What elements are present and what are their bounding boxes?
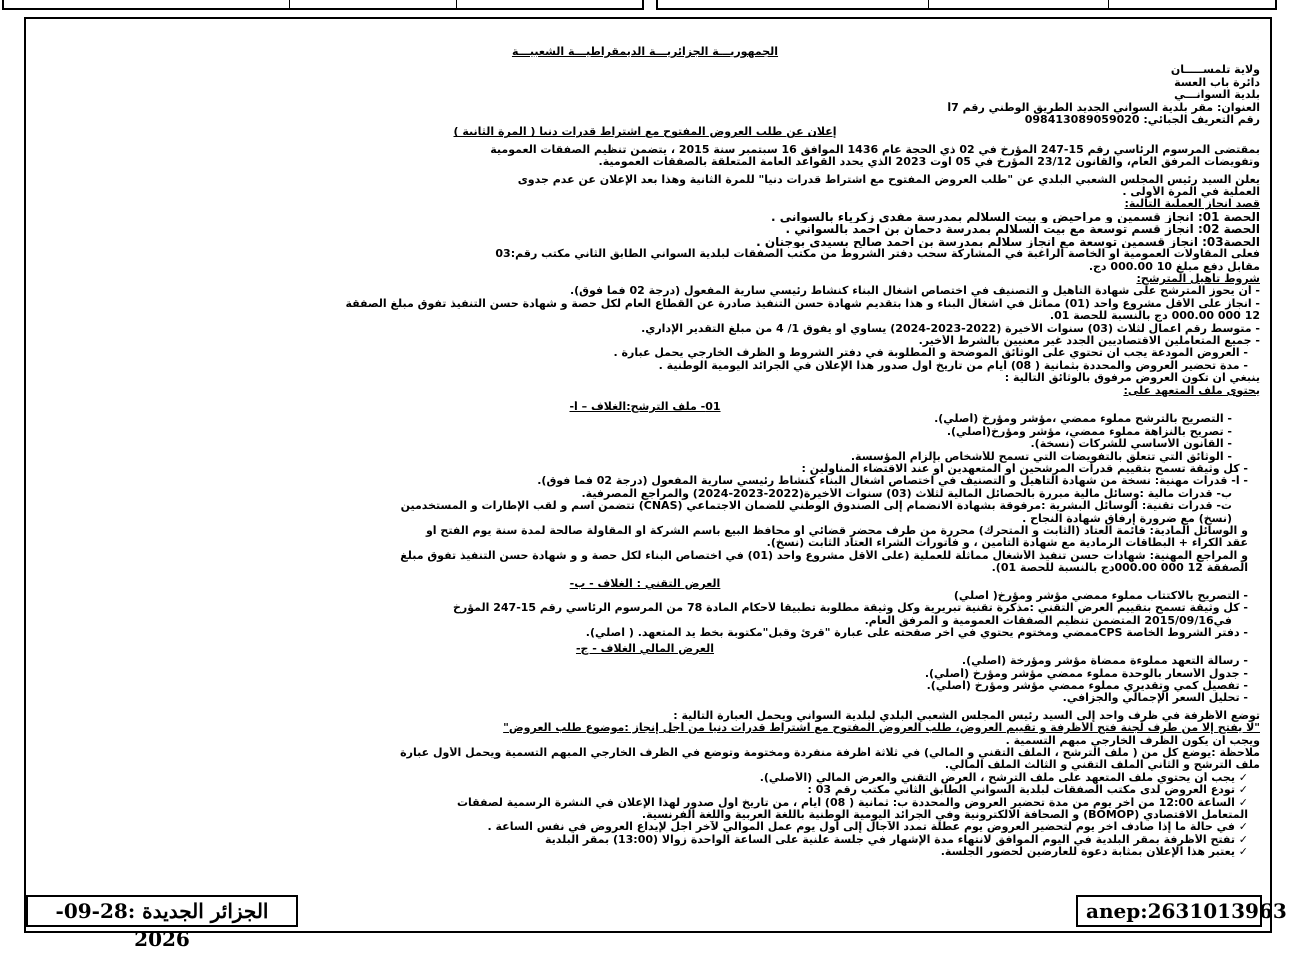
envelope-a-item: ب- قدرات مالية :وسائل مالية مبررة بالحصائل المالية لثلاث (03) سنوات الأخيرة(2022-2023-2024) والمراجع المصرفية. [581, 487, 1232, 500]
closing-line: توضع الأظرفة في ظرف واحد إلى السيد رئيس المجلس الشعبي البلدي لبلدية السواني ويحمل العبارة التالية : [673, 709, 1260, 722]
envelope-a-item: - كل وثيقة تسمح بتقييم قدرات المرشحين أو المتعهدين أو عند الاقتضاء المناولين : [801, 463, 1248, 475]
tender-file-line: فعلى المقاولات العمومية او الخاصة الراغبة في المشاركة سحب دفتر الشروط من مكتب الصفقات لبلدية السواني الطابق الثاني مكتب رقم:03 [495, 248, 1260, 261]
announcement-title: إعلان عن طلب العروض المفتوح مع اشتراط قدرات دنيا ( المرة الثانية ) [453, 126, 837, 139]
envelope-a-item: - أ- قدرات مهنية: نسخة من شهادة التأهيل و التصنيف في اختصاص أشغال البناء كنشاط رئيسي سارية المفعول (درجة 02 فما فوق). [537, 475, 1248, 488]
wilaya: ولاية تلمســـــان [1170, 64, 1260, 77]
envelope-a-item: و الوسائل المادية: قائمة العتاد (الثابت و المتحرك) محررة من طرف محضر قضائي أو محافظ البيع باسم الشركة أو المقاولة صالحة لمدة سنة يوم الفتح أو [425, 525, 1248, 538]
envelope-b-heading: العرض التقني : الغلاف - ب- [569, 577, 721, 590]
eligibility-item: 12 000 000.00 دج بالنسبة للحصة 01. [1049, 310, 1260, 323]
daira: دائرة باب العسة [1174, 76, 1260, 89]
envelope-b-item: في2015/09/16 المتضمن تنظيم الصفقات العمومية و المرفق العام. [864, 614, 1232, 627]
envelope-a-item: و المراجع المهنية: شهادات حسن تنفيذ الأشغال مماثلة للعملية (على الأقل مشروع واحد (01) في اختصاص البناء لكل حصة و و شهادة حسن التنفيذ تفوق مبلغ [400, 549, 1248, 562]
envelope-c-item: - جدول الأسعار بالوحدة مملوء ممضي مؤشر ومؤرخ (أصلي). [924, 667, 1248, 680]
checklist-item: ✓ تودع العروض لدى مكتب الصفقات لبلدية السواني الطابق الثاني مكتب رقم 03 : [807, 784, 1248, 797]
envelope-c-item: - تفصيل كمي وتقديري مملوء ممضي مؤشر ومؤرخ (اصلي). [926, 679, 1248, 692]
eligibility-item: - انجاز على الأقل مشروع واحد (01) مماثل في اشغال البناء و هذا بتقديم شهادة حسن التنفيذ صادرة عن القطاع العام لكل حصة و شهادة حسن التنفيذ تفوق مبلغ الصفقة [345, 297, 1260, 310]
intro-line: يعلن السيد رئيس المجلس الشعبي البلدي عن "طلب العروض المفتوح مع اشتراط قدرات دنيا" للمرة الثانية وهذا بعد الإعلان عن عدم جدوى [517, 173, 1260, 186]
submission-note: - مدة تحضير العروض والمحددة بثمانية ( 08) أيام من تاريخ أول صدور هذا الإعلان في الجرائد اليومية الوطنية . [658, 359, 1248, 372]
address: العنوان: مقر بلدية السواني الجديد الطريق الوطني رقم 7أ [947, 101, 1260, 114]
tender-file-line: مقابل دفع مبلغ 10 000.00 دج. [1088, 260, 1260, 273]
intro-line: وتفويضات المرفق العام، والقانون 23/12 المؤرخ في 05 اوت 2023 الذي يحدد القواعد العامة المتعلقة بالصفقات العمومية. [598, 156, 1260, 169]
eligibility-item: - جميع المتعاملين الاقتصاديين الجدد غير معنيين بالشرط الأخير. [918, 334, 1260, 347]
submission-note: - العروض المودعة يجب ان تحتوي على الوثائق الموضحة و المطلوبة في دفتر الشروط و الظرف الخارجي يحمل عبارة . [613, 347, 1248, 360]
checklist-item: ✓ الساعة 12:00 من آخر يوم من مدة تحضير العروض والمحددة ب: ثمانية ( 08) أيام ، من تاريخ أول صدور لهذا الإعلان في النشرة الرسمية لصفقات [456, 796, 1248, 809]
eligibility-heading: شروط تأهيل المترشح: [1136, 272, 1260, 285]
anep-reference-box: anep:2631013963 [1076, 895, 1262, 927]
lot-item: الحصة 01: انجاز قسمين و مراحيض و بيت السلالم بمدرسة مفدي زكرياء بالسواني . [770, 210, 1260, 224]
envelope-b-item: - دفتر الشروط الخاصة CPSممضي ومختوم يحتوي في آخر صفحته على عبارة "قرئ وقبل"مكتوبة بخط يد المتعهد. ( اصلي). [585, 627, 1248, 640]
newspaper-date-box: الجزائر الجديدة :28-09-2026 [26, 895, 298, 927]
tax-id: رقم التعريف الجبائي: 098413089059020 [1024, 114, 1260, 127]
submission-note: يحتوى ملف المتعهد على: [1123, 384, 1260, 397]
checklist-item: ✓ تفتح الأظرفة بمقر البلدية في اليوم الموافق لانتهاء مدة الإشهار في جلسة علنية على الساعة الواحدة زوالا (13:00) بمقر البلدية [544, 833, 1248, 846]
envelope-a-item: الصفقة 12 000 000.00دج بالنسبة للحصة 01). [991, 562, 1248, 575]
envelope-a-item: - القانون الأساسي للشركات (نسخة). [1030, 438, 1232, 451]
envelope-c-item: - تحليل السعر الإجمالي والجزافي. [1062, 692, 1248, 705]
envelope-a-item: عقد الكراء + البطاقات الرمادية مع شهادة التأمين ، و فاتورات الشراء العتاد الثابت (نسخ). [766, 537, 1248, 550]
eligibility-item: - أن يحوز المترشح على شهادة التأهيل و التصنيف في اختصاص أشغال البناء كنشاط رئيسي سارية المفعول (درجة 02 فما فوق). [569, 285, 1260, 298]
envelope-c-heading: العرض المالي الغلاف - ج- [575, 642, 715, 655]
top-strip-left [2, 0, 644, 10]
envelope-b-item: - التصريح بالاكتتاب مملوء ممضي مؤشر ومؤرخ( اصلي) [953, 590, 1248, 603]
envelope-a-item: ت- قدرات تقنية: الوسائل البشرية :مرفوقة بشهادة الانضمام إلى الصندوق الوطني للضمان الاجتماعي (CNAS) تتضمن اسم و لقب الإطارات و المستخدمين [400, 500, 1232, 513]
eligibility-item: - متوسط رقم أعمال لثلاث (03) سنوات الأخيرة (2022-2023-2024) يساوي أو يفوق 1/ 4 من مبلغ التقدير الإداري. [641, 322, 1260, 335]
closing-line: "لا يفتح إلا من طرف لجنة فتح الأظرفة و تقييم العروض، طلب العروض المفتوح مع اشتراط قدرات دنيا من أجل إنجاز :موضوع طلب العروض" [503, 722, 1260, 735]
envelope-c-item: - رسالة التعهد مملوءة ممضاة مؤشر ومؤرخة (اصلي). [961, 655, 1248, 668]
closing-line: ملف الترشح و الثاني الملف التقني و الثالث الملف المالي. [944, 759, 1260, 772]
checklist-item: ✓ يعتبر هذا الإعلان بمثابة دعوة للعارضين لحضور الجلسة. [940, 846, 1248, 859]
envelope-a-item: - تصريح بالنزاهة مملوء ممضي، مؤشر ومؤرخ(أصلي). [946, 425, 1232, 438]
intro-line: العملية في المرة الأولى . [1122, 186, 1260, 199]
lot-item: الحصة 02: انجاز قسم توسعة مع بيت السلالم بمدرسة دحمان بن احمد بالسواني . [785, 223, 1260, 236]
announcement-body [30, 40, 1260, 859]
intro-line: بمقتضى المرسوم الرئاسي رقم 15-247 المؤرخ في 02 ذي الحجة عام 1436 الموافق 16 سبتمبر سنة 2015 ، يتضمن تنظيم الصفقات العمومية [490, 143, 1260, 156]
checklist-item: المتعامل الاقتصادي (BOMOP) و الصحافة الالكترونية وفي الجرائد اليومية الوطنية باللغة العربية واللغة الفرنسية. [641, 808, 1248, 821]
envelope-a-item: - الوثائق التي تتعلق بالتفويضات التي تسمح للأشخاص بإلزام المؤسسة. [850, 450, 1232, 463]
submission-note: ينبغي ان تكون العروض مرفوق بالوثائق التالية : [1004, 372, 1260, 385]
envelope-a-heading: 01- ملف الترشح:الغلاف – أ- [569, 400, 721, 413]
top-strip-right [656, 0, 1277, 10]
republic-header: الجمهوريـــة الجزائريـــة الديمقراطيـــة الشعبيـــة [511, 46, 779, 58]
commune: بلدية السوانـــي [1174, 89, 1260, 102]
lot-item: الحصة03: انجاز قسمين توسعة مع انجاز سلالم بمدرسة بن احمد صالح بسيدي بوجنان . [756, 235, 1260, 249]
checklist-item: ✓ يجب أن يحتوي ملف المتعهد على ملف الترشح ، العرض التقني والعرض المالي (الأصلي). [759, 771, 1248, 784]
purpose-heading: قصد انجاز العملية التالية: [1124, 198, 1260, 211]
checklist-item: ✓ في حالة ما إذا صادف آخر يوم لتحضير العروض يوم عطلة تمدد الآجال إلى أول يوم عمل الموالي لآخر أجل لإيداع العروض في نفس الساعة . [487, 821, 1248, 834]
closing-line: ملاحظة :يوضع كل من ( ملف الترشح ، الملف التقني و المالي) في ثلاثة أظرفة منفردة ومختومة وتوضع في الظرف الخارجي المبهم التسمية ويحمل الأول عبارة [400, 746, 1260, 759]
closing-line: ويجب أن يكون الظرف الخارجي مبهم التسمية . [1005, 734, 1260, 747]
envelope-a-item: (نسخ) مع ضرورة إرفاق شهادة النجاح . [1022, 512, 1232, 525]
envelope-a-item: - التصريح بالترشح مملوء ممضي ،مؤشر ومؤرخ (أصلي). [934, 413, 1232, 426]
envelope-b-item: - كل وثيقة تسمح بتقييم العرض التقني :مذكرة تقنية تبريرية وكل وثيقة مطلوبة تطبيقا لأحكام المادة 78 من المرسوم الرئاسي رقم 15-247 المؤرخ [452, 602, 1248, 615]
